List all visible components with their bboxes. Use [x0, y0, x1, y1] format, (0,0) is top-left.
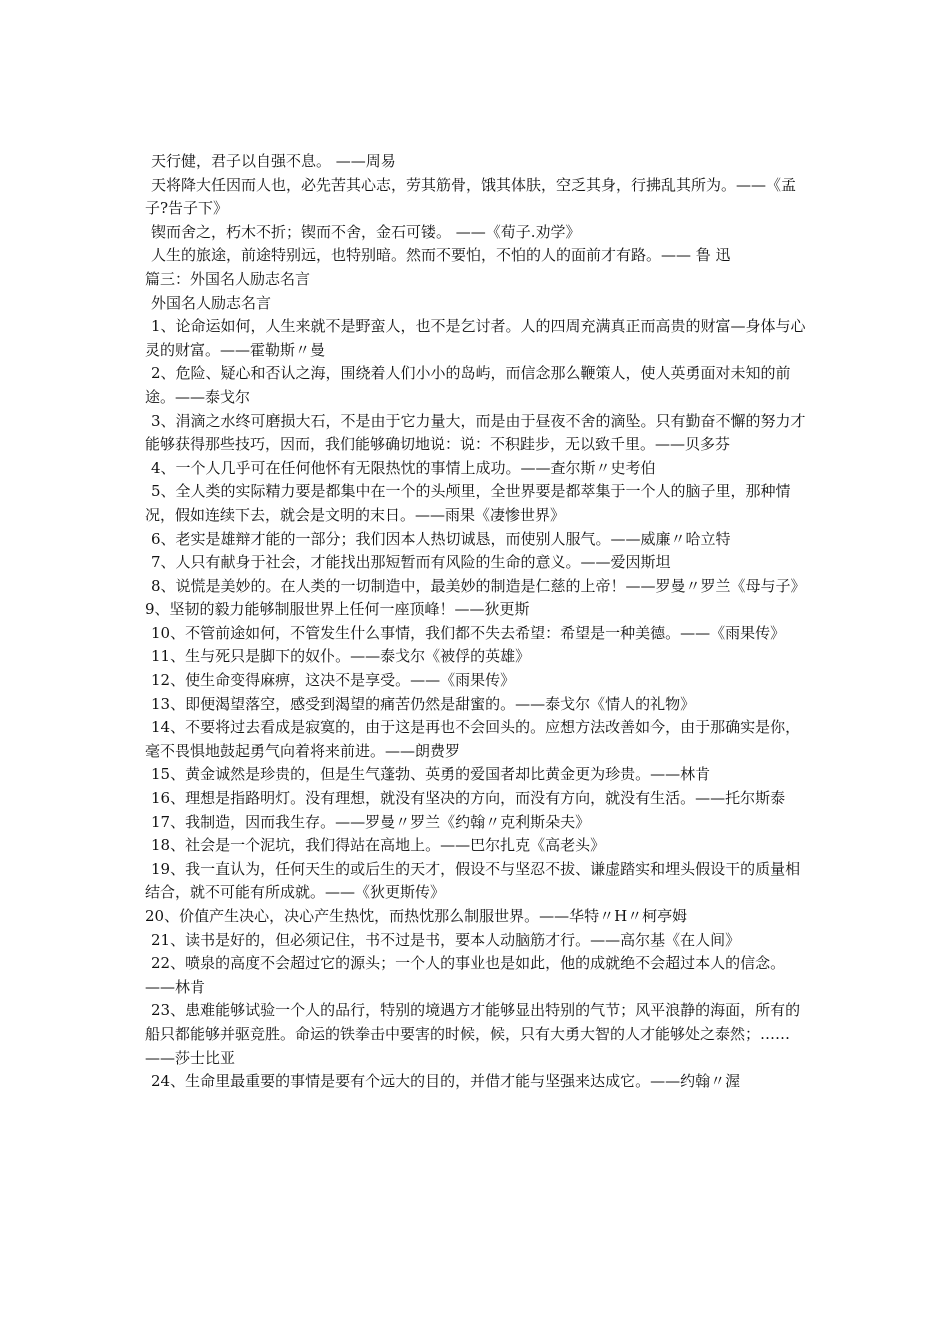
quote-paragraph: 22、喷泉的高度不会超过它的源头；一个人的事业也是如此，他的成就绝不会超过本人的信念。——林肯 [145, 954, 786, 996]
quote-paragraph: 篇三：外国名人励志名言 [145, 269, 311, 288]
quote-paragraph: 12、使生命变得麻痹，这决不是享受。——《雨果传》 [151, 671, 516, 690]
quote-paragraph: 4、一个人几乎可在任何他怀有无限热忱的事情上成功。——查尔斯〃史考伯 [151, 458, 656, 477]
quote-paragraph: 11、生与死只是脚下的奴仆。——泰戈尔《被俘的英雄》 [151, 647, 531, 666]
quote-paragraph: 18、社会是一个泥坑，我们得站在高地上。——巴尔扎克《高老头》 [151, 836, 606, 855]
quote-paragraph: 24、生命里最重要的事情是要有个远大的目的，并借才能与坚强来达成它。——约翰〃渥 [151, 1072, 741, 1091]
quote-paragraph: 天将降大任因而人也，必先苦其心志，劳其筋骨，饿其体肤，空乏其身，行拂乱其所为。——《孟子?告子下》 [145, 175, 797, 218]
quote-paragraph: 外国名人励志名言 [151, 293, 272, 312]
quote-paragraph: 16、理想是指路明灯。没有理想，就没有坚决的方向，而没有方向，就没有生活。——托尔斯泰 [151, 789, 786, 808]
quote-paragraph: 9、坚韧的毅力能够制服世界上任何一座顶峰！——狄更斯 [145, 600, 530, 619]
document-body [145, 150, 810, 1094]
quote-paragraph: 7、人只有献身于社会，才能找出那短暂而有风险的生命的意义。——爱因斯坦 [151, 553, 671, 572]
quote-paragraph: 21、读书是好的，但必须记住，书不过是书，要本人动脑筋才行。——高尔基《在人间》 [151, 930, 741, 949]
quote-paragraph: 2、危险、疑心和否认之海，围绕着人们小小的岛屿，而信念那么鞭策人，使人英勇面对未知的前途。——泰戈尔 [145, 364, 791, 406]
quote-paragraph: 3、涓滴之水终可磨损大石，不是由于它力量大，而是由于昼夜不舍的滴坠。只有勤奋不懈的努力才能够获得那些技巧，因而，我们能够确切地说：说：不积跬步，无以致千里。——贝多芬 [145, 411, 806, 454]
quote-paragraph: 10、不管前途如何，不管发生什么事情，我们都不失去希望：希望是一种美德。——《雨果传》 [151, 623, 786, 642]
quote-paragraph: 20、价值产生决心，决心产生热忱，而热忱那么制服世界。——华特〃H〃柯亭姆 [145, 907, 688, 925]
quote-paragraph: 天行健，君子以自强不息。 ——周易 [151, 152, 396, 170]
quote-paragraph: 15、黄金诚然是珍贵的，但是生气蓬勃、英勇的爱国者却比黄金更为珍贵。——林肯 [151, 765, 711, 784]
quote-paragraph: 8、说慌是美妙的。在人类的一切制造中，最美妙的制造是仁慈的上帝！——罗曼〃罗兰《母与子》 [151, 576, 806, 595]
quote-paragraph: 13、即便渴望落空，感受到渴望的痛苦仍然是甜蜜的。——泰戈尔《情人的礼物》 [151, 694, 696, 713]
quote-paragraph: 人生的旅途，前途特别远，也特别暗。然而不要怕，不怕的人的面前才有路。—— 鲁 迅 [151, 246, 731, 265]
quote-paragraph: 19、我一直认为，任何天生的或后生的天才，假设不与坚忍不拔、谦虚踏实和埋头假设干的质量相结合，就不可能有所成就。——《狄更斯传》 [145, 859, 801, 902]
quote-paragraph: 5、全人类的实际精力要是都集中在一个的头颅里，全世界要是都萃集于一个人的脑子里，那种情况，假如连续下去，就会是文明的末日。——雨果《凄惨世界》 [145, 482, 791, 524]
quote-paragraph: 6、老实是雄辩才能的一部分；我们因本人热切诚恳，而使别人服气。——威廉〃哈立特 [151, 529, 731, 548]
quote-paragraph: 锲而舍之，朽木不折；锲而不舍，金石可镂。 ——《荀子.劝学》 [151, 222, 581, 241]
quote-paragraph: 14、不要将过去看成是寂寞的，由于这是再也不会回头的。应想方法改善如今，由于那确实是你，毫不畏惧地鼓起勇气向着将来前进。——朗费罗 [145, 718, 801, 760]
quote-paragraph: 1、论命运如何，人生来就不是野蛮人，也不是乞讨者。人的四周充满真正而高贵的财富—身体与心灵的财富。——霍勒斯〃曼 [145, 317, 806, 359]
quote-paragraph: 23、患难能够试验一个人的品行，特别的境遇方才能够显出特别的气节；风平浪静的海面，所有的船只都能够并驱竞胜。命运的铁拳击中要害的时候，候，只有大勇大智的人才能够处之泰然；……——莎士比亚 [145, 1001, 801, 1067]
quote-paragraph: 17、我制造，因而我生存。——罗曼〃罗兰《约翰〃克利斯朵夫》 [151, 812, 591, 831]
